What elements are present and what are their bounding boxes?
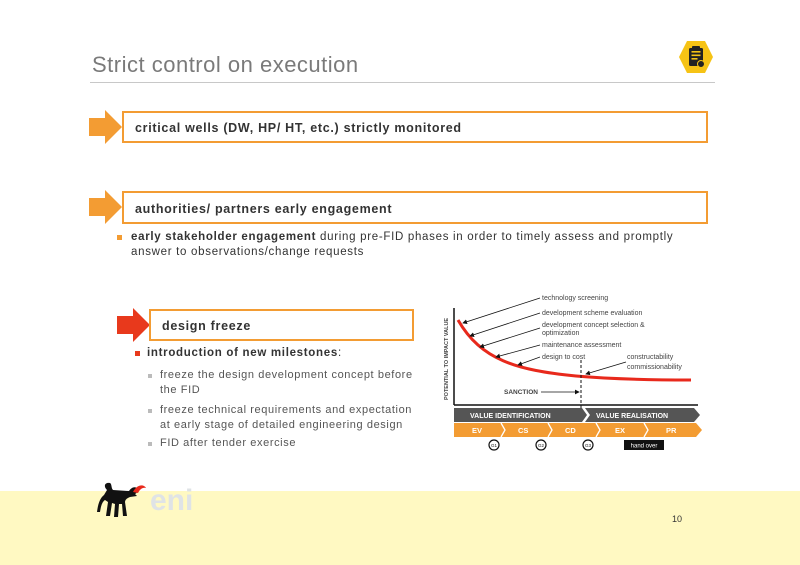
bullet-marker [135,351,140,356]
milestone-item-line1: freeze technical requirements and expectation [160,404,413,416]
eni-wordmark: eni [150,484,194,517]
annotation-label: optimization [542,330,580,337]
bullet-marker [117,235,122,240]
page-number: 10 [672,514,683,524]
sanction-label: SANCTION [504,389,538,396]
section-label-engagement: authorities/ partners early engagement [135,202,393,216]
sub-bullet-marker [148,409,152,413]
annotation-label: design to cost [542,354,586,361]
milestones-colon: : [337,347,342,359]
y-axis-label: POTENTIAL TO IMPACT VALUE [444,317,450,400]
engagement-bullet-text [131,230,721,260]
annotation-label: maintenance assessment [542,342,622,349]
milestone-item-line1: freeze the design development concept before [160,369,413,381]
section-label-design-freeze: design freeze [162,319,251,333]
title-divider [90,82,715,83]
annotation-label: commissionability [627,364,682,371]
engagement-line1: during pre-FID phases in order to timely assess and promptly [316,231,674,243]
milestone-item-line2: at early stage of detailed engineering design [160,419,403,431]
annotation-arrow [586,362,626,374]
annotation-arrow [463,298,540,323]
section-arrow-icon [89,190,123,224]
annotation-arrow [470,313,540,336]
clipboard-badge-icon [678,40,714,74]
engagement-line2: answer to observations/change requests [131,246,365,258]
annotation-arrow [496,345,540,357]
milestone-item [160,403,412,433]
engagement-bold: early stakeholder engagement [131,231,317,243]
phase-label: EV [472,426,483,435]
annotation-arrow [518,357,540,365]
milestones-heading-text: introduction of new milestones [147,347,338,359]
value-identification-label: VALUE IDENTIFICATION [470,413,551,420]
section-box-engagement [122,191,708,224]
section-label-wells: critical wells (DW, HP/ HT, etc.) strictly monitored [135,121,462,135]
value-curve [458,320,691,380]
sub-bullet-marker [148,374,152,378]
phase-bar [454,423,702,437]
gate-label: G2 [537,443,545,448]
phase-label: CD [565,426,576,435]
section-box-wells [122,111,708,143]
annotation-label: development scheme evaluation [542,310,643,317]
annotation-label: constructability [627,354,674,361]
milestone-item [160,368,413,398]
milestone-item-line2: the FID [160,384,201,396]
milestone-item [160,436,296,451]
gate-label: G3 [584,443,592,448]
gate-marker [489,440,499,450]
phase-label: CS [518,426,529,435]
section-box-design-freeze [149,309,414,341]
milestones-heading [147,346,342,361]
annotation-label: technology screening [542,295,609,302]
value-realisation-label: VALUE REALISATION [596,413,669,420]
sub-bullet-marker [148,442,152,446]
milestone-item-line1: FID after tender exercise [160,437,297,449]
value-curve-diagram [436,290,706,460]
eni-dog-logo [97,482,147,526]
hand-over-label: hand over [630,443,658,450]
gate-marker [583,440,593,450]
section-arrow-icon [89,110,123,144]
annotation-label: development concept selection & [542,322,645,329]
annotation-arrow [480,328,540,347]
gate-marker [536,440,546,450]
section-arrow-icon [117,308,151,342]
phase-label: EX [615,426,626,435]
phase-label: PR [666,426,677,435]
gate-label: G1 [490,443,498,448]
slide-title: Strict control on execution [92,52,359,77]
